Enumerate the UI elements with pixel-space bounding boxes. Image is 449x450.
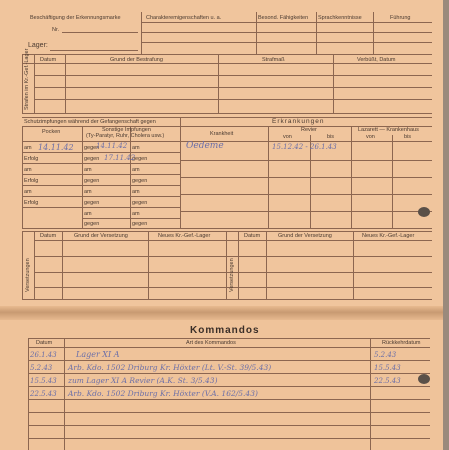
vers-grund-left: Grund der Versetzung: [74, 233, 128, 239]
fuehrung-header: Führung: [390, 15, 411, 21]
krankheit-header: Krankheit: [210, 131, 234, 137]
imp-row4-label: Erfolg: [24, 178, 39, 184]
strafen-verbuesst-header: Verbüßt, Datum: [357, 57, 396, 63]
sonstige-subheader: (Ty-Paratyr, Ruhr, Cholera usw.): [86, 133, 165, 139]
vers-datum-left: Datum: [40, 233, 57, 239]
charakter-header: Charakteremigenschaften u. a.: [146, 15, 222, 21]
imp-row6-gegen: gegen: [84, 200, 100, 206]
versetzungen-side-label-left: Versetzungen: [25, 258, 31, 292]
pocken-date-handwritten: 14.11.42: [38, 143, 74, 152]
imp-row1-right: am: [132, 145, 140, 151]
imp-row8-right: gegen: [132, 221, 148, 227]
lazarett-bis: bis: [404, 134, 412, 140]
imp-row2-gegen: gegen: [84, 156, 100, 162]
revier-von: von: [283, 134, 292, 140]
sonstige-header: Sonstige Impfungen: [102, 127, 151, 133]
imp-row4-gegen: gegen: [84, 178, 100, 184]
imp-row1-gegen: gegen: [84, 145, 100, 151]
strafen-datum-header: Datum: [40, 57, 57, 63]
faehigkeiten-header: Besond. Fähigkeiten: [258, 15, 309, 21]
imp-row5-right: am: [132, 189, 140, 195]
erkrankungen-heading: Erkrankungen: [272, 118, 325, 125]
kommando-row1-datum: 26.1.43: [30, 351, 57, 359]
imp-row7-gegen: am: [84, 211, 92, 217]
krankheit-entry-handwritten: Oedeme: [186, 141, 224, 151]
lager-label: Lager:: [28, 42, 48, 49]
kommando-row1-rueck: 5.2.43: [374, 351, 397, 359]
imp-row6-label: Erfolg: [24, 200, 39, 206]
kommando-row2-art: Arb. Kdo. 1502 Driburg Kr. Höxter (Lt. V.-St. 39/5.43): [68, 363, 272, 372]
kommando-art-header: Art des Kommandos: [186, 340, 236, 346]
beschaeftigung-label: Beschäftigung der Erkennungsmarke: [30, 15, 121, 21]
background-edge: [443, 0, 449, 450]
sprachkenntnisse-header: Sprachkenntnisse: [318, 15, 362, 21]
lazarett-von: von: [366, 134, 375, 140]
kommando-row3-rueck: 22.5.43: [374, 377, 401, 385]
revier-bis: bis: [327, 134, 335, 140]
strafen-strafmass-header: Strafmaß: [262, 57, 285, 63]
imp-row8-gegen: gegen: [84, 221, 100, 227]
kommandos-title: Kommandos: [190, 325, 260, 336]
vers-neues-left: Neues Kr.-Gef.-Lager: [158, 233, 211, 239]
sonstige-date2-handwritten: 17.11.42: [104, 154, 136, 162]
kommando-row1-art: Lager XI A: [76, 350, 120, 359]
versetzungen-side-label-right: Versetzungen: [229, 258, 235, 292]
kommando-row2-rueck: 15.5.43: [374, 364, 401, 372]
kommando-row4-datum: 22.5.43: [30, 390, 57, 398]
imp-row1-label: am: [24, 145, 32, 151]
imp-row3-gegen: am: [84, 167, 92, 173]
imp-row3-label: am: [24, 167, 32, 173]
imp-row5-label: am: [24, 189, 32, 195]
vers-datum-right: Datum: [244, 233, 261, 239]
strafen-side-label: Strafen im Kr.-Gef.-Lager: [24, 48, 30, 110]
imp-row2-right: gegen: [132, 156, 148, 162]
revier-header: Revier: [301, 127, 317, 133]
nr-label: Nr.: [52, 27, 60, 33]
vers-neues-right: Neues Kr.-Gef.-Lager: [362, 233, 415, 239]
kommando-datum-header: Datum: [36, 340, 53, 346]
imp-row7-right: am: [132, 211, 140, 217]
lazarett-header: Lazarett — Krankenhaus: [358, 127, 419, 133]
punch-hole-lower: [418, 374, 430, 384]
vers-grund-right: Grund der Versetzung: [278, 233, 332, 239]
kommando-row4-art: Arb. Kdo. 1502 Driburg Kr. Höxter (V.A. 162/5.43): [68, 389, 258, 398]
punch-hole-upper: [418, 207, 430, 217]
imp-row3-right: am: [132, 167, 140, 173]
paper-fold: [0, 306, 449, 320]
strafen-grund-header: Grund der Bestrafung: [110, 57, 163, 63]
imp-row5-gegen: am: [84, 189, 92, 195]
kommando-row2-datum: 5.2.43: [30, 364, 53, 372]
kommando-rueckkehr-header: Rückkehrdatum: [382, 340, 421, 346]
kommando-row3-art: zum Lager XI A Revier (A.K. St. 3/5.43): [68, 376, 218, 385]
imp-row6-right: gegen: [132, 200, 148, 206]
revier-entry-handwritten: 15.12.42 - 26.1.43: [272, 143, 337, 151]
impfungen-heading: Schutzimpfungen während der Gefangenschaft gegen: [24, 119, 156, 125]
kommando-row3-datum: 15.5.43: [30, 377, 57, 385]
imp-row4-right: gegen: [132, 178, 148, 184]
pocken-header: Pocken: [42, 129, 61, 135]
imp-row2-label: Erfolg: [24, 156, 39, 162]
sonstige-date1-handwritten: 14.11.42: [96, 142, 128, 150]
